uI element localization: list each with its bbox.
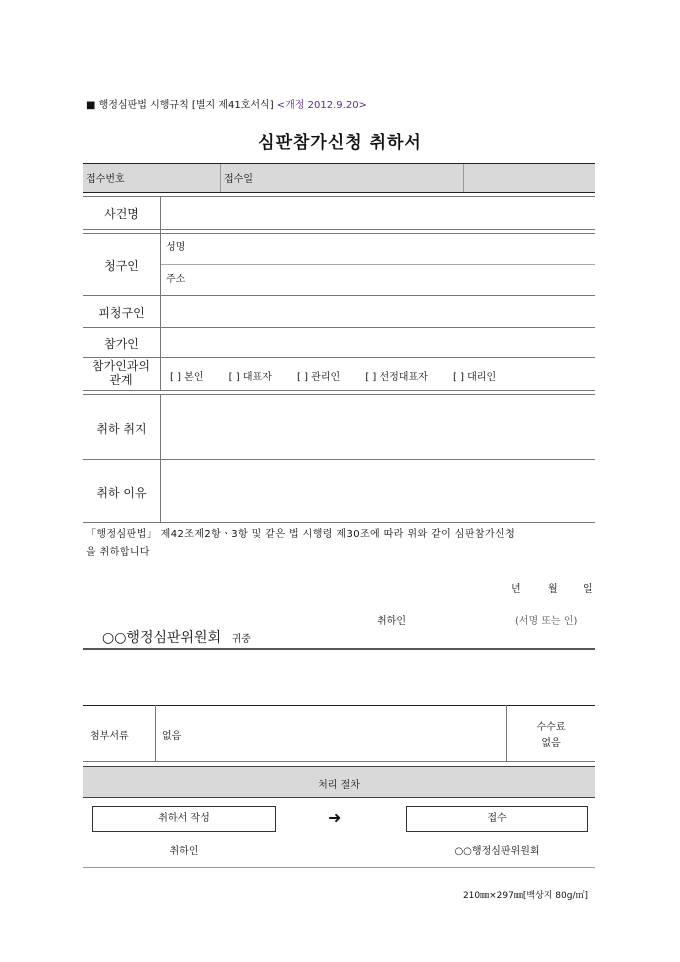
addressee-suffix: 귀중 — [231, 634, 251, 645]
option-selected-representative[interactable]: [ ] 선정대표자 — [365, 372, 428, 383]
arrow-right-icon: ➜ — [328, 808, 342, 827]
fee-value: 없음 — [541, 738, 561, 749]
date-day: 일 — [583, 584, 593, 595]
respondent-field[interactable] — [161, 296, 594, 326]
case-name-field[interactable] — [161, 197, 594, 228]
participant-label: 참가인 — [104, 337, 139, 351]
actor-commission: ○○행정심판위원회 — [454, 846, 540, 857]
step-write-box — [92, 806, 276, 832]
withdraw-intent-label: 취하 취지 — [96, 422, 147, 436]
respondent-label: 피청구인 — [98, 306, 145, 320]
actor-withdrawer: 취하인 — [169, 846, 199, 857]
receipt-number-label: 접수번호 — [86, 174, 125, 185]
signer-sign: (서명 또는 인) — [515, 616, 578, 627]
paper-spec: 210㎜×297㎜[백상지 80g/㎡] — [462, 891, 588, 901]
relation-label: 참가인과의 관계 — [92, 359, 150, 387]
form-reference — [86, 96, 367, 111]
receipt-row — [83, 164, 595, 192]
step-write: 취하서 작성 — [158, 813, 210, 824]
claimant-name-label: 성명 — [166, 242, 186, 253]
revision-note: <개정 2012.9.20> — [276, 100, 367, 111]
withdraw-reason-field[interactable] — [161, 460, 594, 521]
option-administrator[interactable]: [ ] 관리인 — [297, 372, 341, 383]
option-self[interactable]: [ ] 본인 — [170, 372, 204, 383]
step-receive: 접수 — [487, 813, 507, 824]
statement-line2: 을 취하합니다 — [86, 547, 150, 558]
attachments-label: 첨부서류 — [90, 731, 129, 742]
step-receive-box — [406, 806, 588, 832]
form-ref-text: ■ 행정심판법 시행규칙 [별지 제41호서식] — [86, 100, 274, 111]
addressee-name: ○○행정심판위원회 — [102, 630, 222, 646]
signer-label: 취하인 — [377, 616, 406, 627]
case-name-label: 사건명 — [104, 207, 139, 221]
statement-line1: 「행정심판법」 제42조제2항ㆍ3항 및 같은 법 시행령 제30조에 따라 위와 같이 심판참가신청 — [86, 529, 516, 540]
claimant-label: 청구인 — [104, 259, 139, 273]
claimant-address-label: 주소 — [166, 274, 186, 285]
date-year: 년 — [511, 584, 521, 595]
date-month: 월 — [548, 584, 558, 595]
withdraw-reason-label: 취하 이유 — [96, 486, 147, 500]
fee-label: 수수료 — [536, 722, 566, 733]
addressee — [102, 627, 251, 647]
option-representative[interactable]: [ ] 대표자 — [228, 372, 272, 383]
withdraw-intent-field[interactable] — [161, 395, 594, 458]
page-title: 심판참가신청 취하서 — [258, 133, 422, 153]
statement — [86, 526, 596, 562]
attachments-value: 없음 — [162, 731, 182, 742]
option-agent[interactable]: [ ] 대리인 — [452, 372, 497, 383]
participant-field[interactable] — [161, 328, 594, 356]
relation-options — [170, 368, 496, 383]
receipt-date-label: 접수일 — [224, 174, 253, 185]
procedure-title: 처리 절차 — [318, 780, 360, 791]
